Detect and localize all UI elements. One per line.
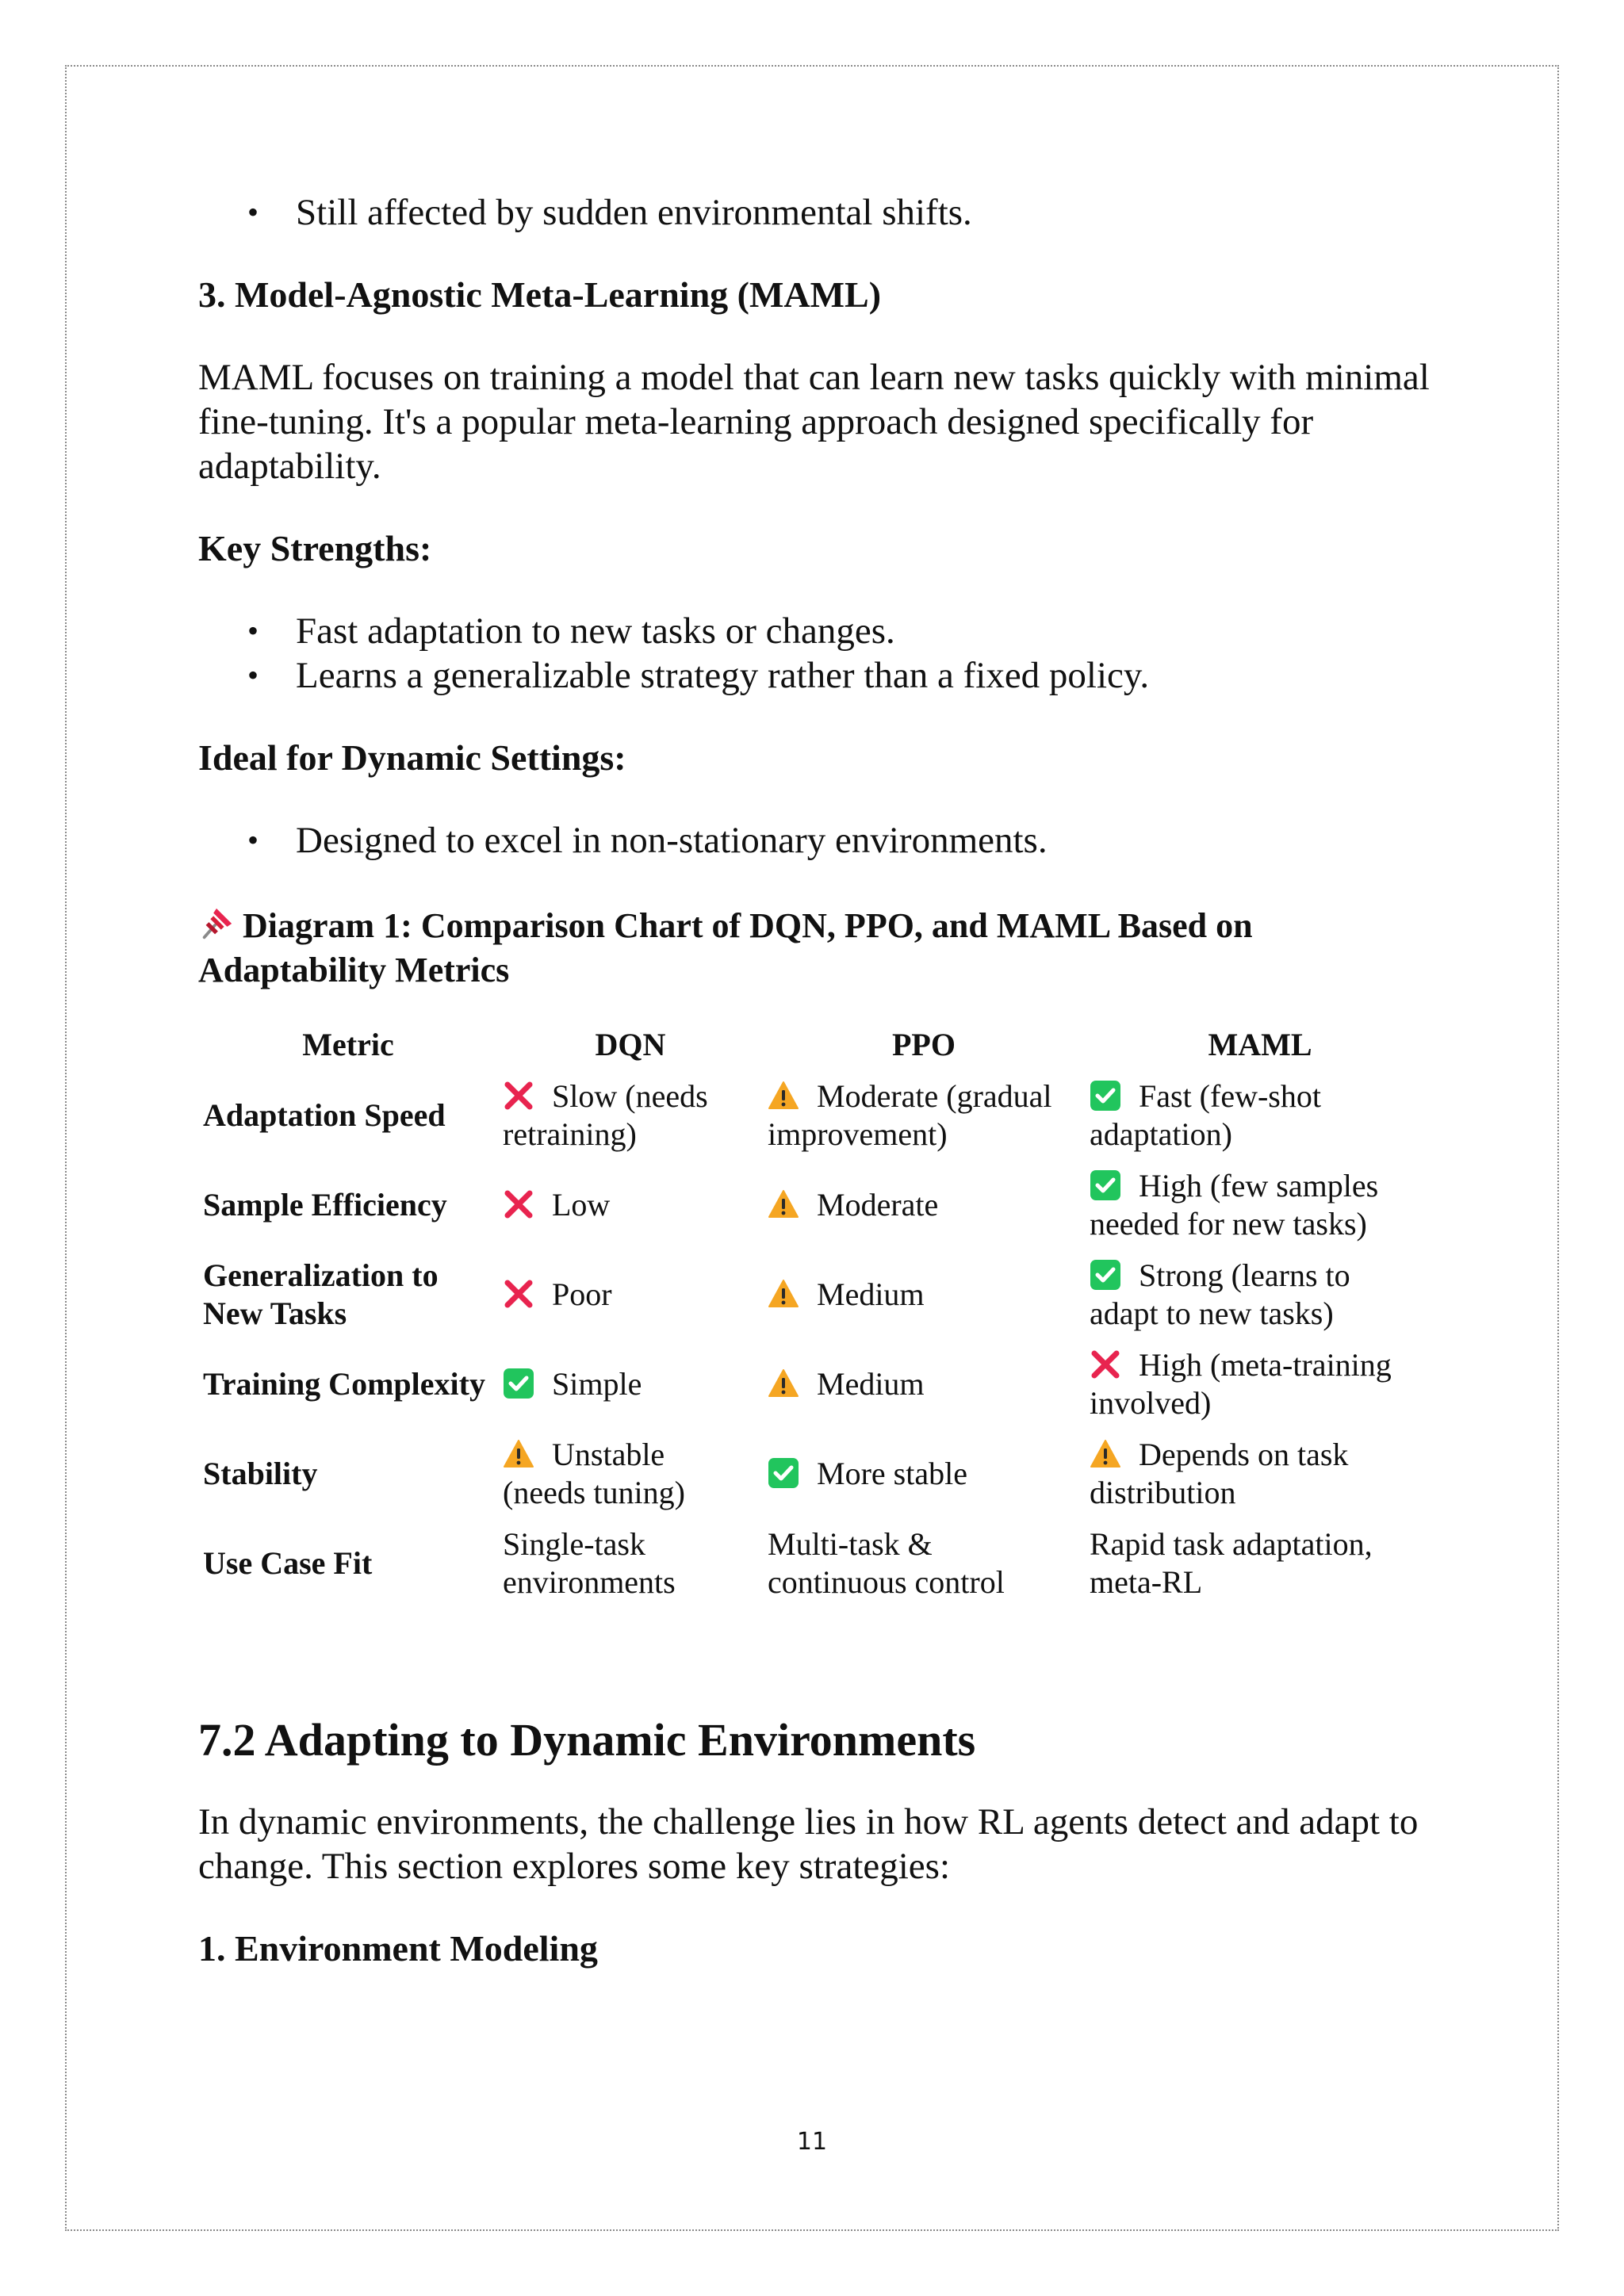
column-header: DQN: [595, 1026, 666, 1062]
maml-cell: [1085, 1339, 1435, 1429]
check-icon: [768, 1457, 799, 1489]
cell-text-line1: Single-task: [503, 1525, 645, 1562]
maml-intro: MAML focuses on training a model that can learn new tasks quickly with minimal fine-tuning. It's a popular meta-learning approach designed specifically for adaptability.: [198, 357, 1430, 487]
column-header: MAML: [1208, 1026, 1312, 1062]
cell-text-line1: Rapid task adaptation,: [1090, 1525, 1373, 1562]
cell-text-line2: adapt to new tasks): [1090, 1295, 1334, 1331]
bullet-dot: •: [247, 613, 259, 649]
dqn-cell: [498, 1249, 763, 1339]
dqn-cell: [498, 1339, 763, 1429]
maml-cell: [1085, 1249, 1435, 1339]
cell-text-line1: Multi-task &: [768, 1525, 933, 1562]
metric-cell: Training Complexity: [203, 1365, 485, 1402]
cell-text-line1: Poor: [552, 1276, 612, 1312]
section-7-2-intro: In dynamic environments, the challenge lies in how RL agents detect and adapt to change. This section explores some key strategies:: [198, 1801, 1419, 1887]
cell-text-line1: Fast (few-shot: [1139, 1077, 1321, 1114]
column-header: Metric: [302, 1026, 394, 1062]
metric-cell: Stability: [203, 1455, 318, 1491]
top-bullet-list: [198, 190, 1435, 235]
ppo-cell: [763, 1518, 1085, 1608]
cell-text-line2: meta-RL: [1090, 1563, 1203, 1600]
cell-text-line1: Low: [552, 1186, 611, 1223]
cell-text-line2: needed for new tasks): [1090, 1205, 1367, 1242]
check-icon: [1090, 1259, 1121, 1291]
cell-text-line2: environments: [503, 1563, 676, 1600]
cell-text-line1: Strong (learns to: [1139, 1257, 1350, 1293]
key-strengths-heading: Key Strengths:: [198, 528, 432, 568]
list-item-text: Learns a generalizable strategy rather than a fixed policy.: [296, 655, 1150, 696]
cell-text-line1: Depends on task: [1139, 1436, 1349, 1472]
cell-text-line2: retraining): [503, 1115, 637, 1152]
maml-cell: [1085, 1070, 1435, 1160]
metric-cell: Adaptation Speed: [203, 1096, 446, 1133]
cell-text-line2: adaptation): [1090, 1115, 1232, 1152]
table-row: [198, 1249, 1435, 1339]
table-row: [198, 1429, 1435, 1518]
cell-text-line1: High (few samples: [1139, 1167, 1379, 1203]
maml-cell: [1085, 1160, 1435, 1249]
list-item-text: Fast adaptation to new tasks or changes.: [296, 610, 895, 652]
cell-text-line2: (needs tuning): [503, 1474, 685, 1510]
strengths-list: [198, 609, 1435, 698]
cell-text-line1: Moderate: [817, 1186, 939, 1223]
warning-icon: [503, 1438, 534, 1470]
diagram-title-line1: [198, 904, 1435, 948]
cell-text-line2: improvement): [768, 1115, 948, 1152]
warning-icon: [768, 1278, 799, 1310]
table-body: [198, 1070, 1435, 1608]
maml-cell: [1085, 1518, 1435, 1608]
cell-text-line1: Medium: [817, 1365, 925, 1402]
ppo-cell: [763, 1249, 1085, 1339]
cross-icon: [503, 1188, 534, 1220]
warning-icon: [768, 1368, 799, 1399]
cell-text-line2: continuous control: [768, 1563, 1005, 1600]
bullet-dot: •: [247, 657, 259, 693]
column-header: PPO: [892, 1026, 956, 1062]
table-row: [198, 1160, 1435, 1249]
list-item: [198, 653, 1435, 698]
pushpin-icon: [198, 905, 235, 942]
cross-icon: [503, 1278, 534, 1310]
ppo-cell: [763, 1339, 1085, 1429]
bullet-dot: •: [247, 194, 259, 230]
table-header-row: [198, 1018, 1435, 1070]
cell-text-line1: Slow (needs: [552, 1077, 708, 1114]
warning-icon: [1090, 1438, 1121, 1470]
diagram-title-text: Diagram 1: Comparison Chart of DQN, PPO, and MAML Based on: [243, 906, 1253, 945]
cell-text-line1: Unstable: [552, 1436, 665, 1472]
list-item-text: Designed to excel in non-stationary environments.: [296, 820, 1048, 861]
ppo-cell: [763, 1070, 1085, 1160]
cell-text-line2: involved): [1090, 1384, 1212, 1421]
cell-text-line1: Medium: [817, 1276, 925, 1312]
environment-modeling-heading: 1. Environment Modeling: [198, 1928, 598, 1969]
cross-icon: [1090, 1349, 1121, 1380]
list-item: [198, 818, 1435, 863]
dqn-cell: [498, 1429, 763, 1518]
dynamic-list: [198, 818, 1435, 863]
check-icon: [1090, 1169, 1121, 1201]
maml-heading: 3. Model-Agnostic Meta-Learning (MAML): [198, 274, 882, 315]
metric-cell: Generalization to New Tasks: [203, 1257, 439, 1331]
bullet-dot: •: [247, 822, 259, 858]
cell-text-line1: Simple: [552, 1365, 642, 1402]
table-row: [198, 1518, 1435, 1608]
comparison-table: [198, 1018, 1435, 1608]
diagram-title: [198, 904, 1435, 993]
diagram-title-line2: Adaptability Metrics: [198, 951, 510, 989]
dqn-cell: [498, 1070, 763, 1160]
warning-icon: [768, 1188, 799, 1220]
page-number: 11: [796, 2128, 828, 2156]
list-item: [198, 190, 1435, 235]
dqn-cell: [498, 1518, 763, 1608]
table-row: [198, 1339, 1435, 1429]
check-icon: [503, 1368, 534, 1399]
ppo-cell: [763, 1160, 1085, 1249]
section-7-2-heading: 7.2 Adapting to Dynamic Environments: [198, 1714, 976, 1766]
dqn-cell: [498, 1160, 763, 1249]
list-item-text: Still affected by sudden environmental shifts.: [296, 192, 972, 233]
metric-cell: Sample Efficiency: [203, 1186, 447, 1223]
dynamic-settings-heading: Ideal for Dynamic Settings:: [198, 737, 626, 778]
list-item: [198, 609, 1435, 653]
warning-icon: [768, 1080, 799, 1112]
metric-cell: Use Case Fit: [203, 1544, 373, 1581]
cell-text-line1: High (meta-training: [1139, 1346, 1392, 1383]
cell-text-line1: More stable: [817, 1455, 967, 1491]
cell-text-line2: distribution: [1090, 1474, 1236, 1510]
ppo-cell: [763, 1429, 1085, 1518]
cell-text-line1: Moderate (gradual: [817, 1077, 1052, 1114]
check-icon: [1090, 1080, 1121, 1112]
maml-cell: [1085, 1429, 1435, 1518]
page-content: [198, 190, 1435, 1971]
table-row: [198, 1070, 1435, 1160]
cross-icon: [503, 1080, 534, 1112]
